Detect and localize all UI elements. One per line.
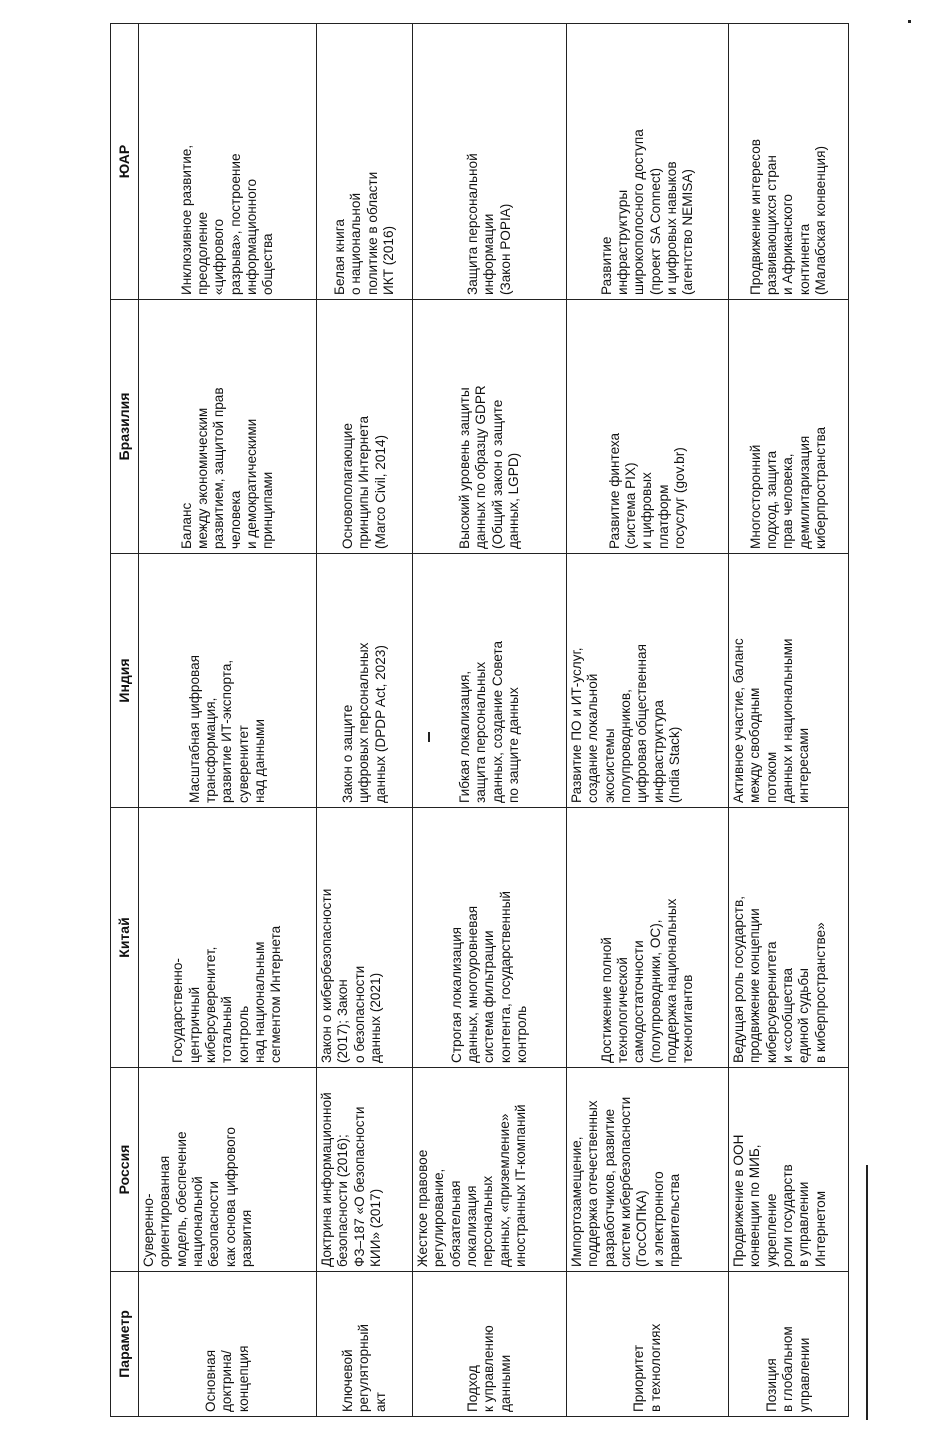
cell-text: Ведущая роль государств, продвижение концепции киберсуверенитета и «сообщества единой судьбы в киберпространстве» — [731, 896, 828, 1063]
cell-text: Достижение полной технологической самодостаточности (полупроводники, ОС), поддержка национальных техногигантов — [598, 898, 696, 1063]
table-cell — [729, 1068, 849, 1272]
scan-mark — [428, 732, 430, 742]
cell-text: Позиция в глобальном управлении — [764, 1326, 812, 1412]
header-cell: ЮАР — [111, 24, 139, 300]
table-cell — [139, 808, 317, 1068]
scan-mark — [866, 1165, 868, 1420]
cell-text: Ключевой регуляторный акт — [340, 1324, 388, 1412]
cell-text: Продвижение в ООН конвенции по МИБ, укрепление роли государств в управлении Интернетом — [731, 1134, 828, 1267]
header-cell: Индия — [111, 554, 139, 808]
cell-text: Высокий уровень защиты данных по образцу GDPR (Общий закон о защите данных, LGPD) — [456, 385, 521, 549]
cell-text: Белая книга о национальной политике в области ИКТ (2016) — [331, 171, 396, 295]
comparison-table — [110, 23, 849, 1417]
cell-text: Развитие инфраструктуры широкополосного доступа (проект SA Connect) и цифровых навыков (агентство NEMISA) — [598, 129, 696, 295]
table-cell — [139, 554, 317, 808]
param-cell — [567, 1272, 729, 1417]
table-cell — [567, 808, 729, 1068]
table-cell — [139, 300, 317, 554]
table-cell — [413, 554, 567, 808]
header-cell: Китай — [111, 808, 139, 1068]
cell-text: Приоритет в технологиях — [631, 1323, 663, 1412]
param-cell — [413, 1272, 567, 1417]
param-cell — [139, 1272, 317, 1417]
cell-text: Суверенно- ориентированная модель, обеспечение национальной безопасности как основа цифрового развития — [141, 1127, 254, 1267]
table-cell — [729, 300, 849, 554]
table-cell — [567, 300, 729, 554]
table-row — [139, 24, 317, 1417]
table-cell — [139, 24, 317, 300]
param-cell — [729, 1272, 849, 1417]
cell-text: Основополагающие принципы Интернета (Marco Civil, 2014) — [340, 415, 388, 549]
table-cell — [413, 300, 567, 554]
table-cell — [413, 1068, 567, 1272]
table-cell — [729, 554, 849, 808]
cell-text: Импортозамещение, поддержка отечественных разработчиков, развитие систем кибербезопасности (ГосСОПКА) и электронного правительства — [569, 1096, 682, 1267]
table-cell — [317, 808, 413, 1068]
table-cell — [317, 1068, 413, 1272]
cell-text: Многосторонний подход, защита прав человека, демилитаризация киберпространства — [747, 426, 828, 549]
table-row — [729, 24, 849, 1417]
cell-text: Государственно- центричный киберсуверенитет, тотальный контроль над национальным сегментом Интернета — [170, 925, 284, 1063]
table-cell — [567, 24, 729, 300]
table-cell — [317, 300, 413, 554]
table-cell — [729, 24, 849, 300]
cell-text: Доктрина информационной безопасности (2016); ФЗ–187 «О безопасности КИИ» (2017) — [319, 1092, 383, 1267]
table-header-row — [111, 24, 139, 1417]
header-cell: Россия — [111, 1068, 139, 1272]
cell-text: Жесткое правовое регулирование, обязательная локализация персональных данных, «приземление» иностранных IT-компаний — [415, 1104, 528, 1267]
cell-text: Развитие финтеха (система PIX) и цифровых платформ госуслуг (gov.br) — [606, 432, 687, 549]
table-cell — [413, 808, 567, 1068]
table-cell — [317, 554, 413, 808]
table-cell — [413, 24, 567, 300]
cell-text: Масштабная цифровая трансформация, развитие ИТ-экспорта, суверенитет над данными — [186, 654, 267, 803]
cell-text: Активное участие, баланс между свободным потоком данных и национальными интересами — [731, 638, 812, 803]
header-cell: Бразилия — [111, 300, 139, 554]
cell-text: Закон о кибербезопасности (2017); Закон о безопасности данных (2021) — [319, 888, 383, 1063]
scan-mark — [908, 20, 911, 23]
table-row — [413, 24, 567, 1417]
cell-text: Развитие ПО и ИТ-услуг, создание локальной экосистемы полупроводников, цифровая общественная инфраструктура (India Stack) — [569, 644, 682, 803]
cell-text: Основная доктрина/ концепция — [203, 1345, 251, 1412]
cell-text: Баланс между экономическим развитием, защитой прав человека и демократическими принципами — [178, 387, 276, 549]
cell-text: Закон о защите цифровых персональных данных (DPDP Act, 2023) — [340, 642, 388, 803]
param-cell — [317, 1272, 413, 1417]
cell-text: Гибкая локализация, защита персональных данных, создание Совета по защите данных — [456, 640, 521, 803]
table-cell — [567, 554, 729, 808]
table-row — [567, 24, 729, 1417]
cell-text: Строгая локализация данных, многоуровневая система фильтрации контента, государственный контроль — [448, 891, 529, 1063]
table-cell — [729, 808, 849, 1068]
table-cell — [317, 24, 413, 300]
cell-text: Инклюзивное развитие, преодоление «цифрового разрыва», построение информационного общества — [178, 144, 276, 295]
cell-text: Защита персональной информации (Закон POPIA) — [465, 153, 513, 295]
table-cell — [139, 1068, 317, 1272]
cell-text: Продвижение интересов развивающихся стран и Африканского континента (Малабская конвенция) — [747, 138, 828, 295]
cell-text: Подход к управлению данными — [465, 1325, 513, 1412]
rotated-table-container — [110, 24, 848, 1417]
table-cell — [567, 1068, 729, 1272]
table-row — [317, 24, 413, 1417]
header-cell: Параметр — [111, 1272, 139, 1417]
